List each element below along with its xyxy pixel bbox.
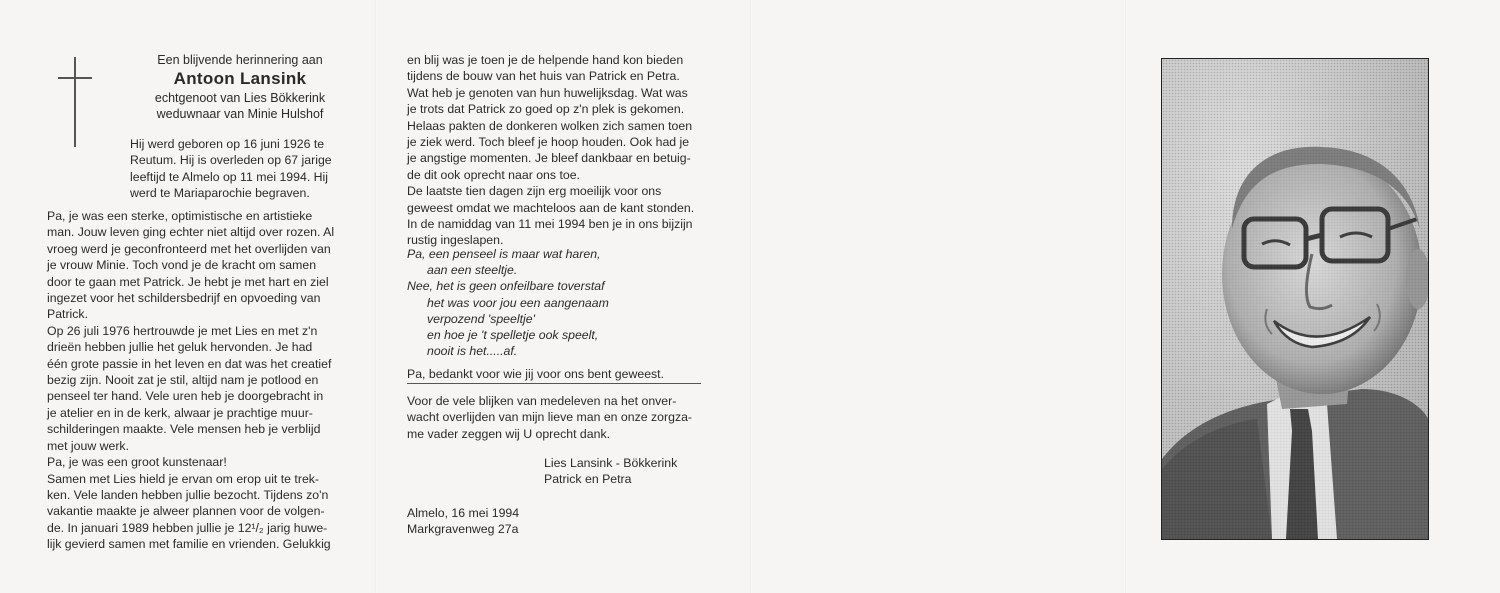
signature-line: Lies Lansink - Bökkerink <box>544 456 678 470</box>
text-line: Wat heb je genoten van hun huwelijksdag. Wat was <box>407 85 688 100</box>
text-line: door te gaan met Patrick. Je hebt je met hart en ziel <box>47 274 329 289</box>
place-date <box>407 505 519 538</box>
text-line: Voor de vele blijken van medeleven na het onver- <box>407 394 677 408</box>
poem-line: Pa, een penseel is maar wat haren, <box>407 247 601 261</box>
text-line: werd te Mariaparochie begraven. <box>130 186 310 201</box>
tribute-column-2 <box>407 52 701 249</box>
text-line: bezig zijn. Nooit zat je stil, altijd nam je potlood en <box>47 373 319 388</box>
poem-line: aan een steeltje. <box>427 263 518 278</box>
place-line: Almelo, 16 mei 1994 <box>407 506 520 520</box>
divider <box>407 383 701 384</box>
text-line: lijk gevierd samen met familie en vrienden. Gelukkig <box>47 537 331 552</box>
poem-line: nooit is het.....af. <box>427 344 518 359</box>
birth-death-text <box>130 136 370 202</box>
text-line: Samen met Lies hield je ervan om erop uit te trek- <box>47 471 320 486</box>
poem-line: verpozend 'speeltje' <box>427 311 535 326</box>
text-line: penseel ter hand. Vele uren heb je doorgebracht in <box>47 389 324 404</box>
thanks-text <box>407 393 701 442</box>
text-line: je trots dat Patrick zo goed op z'n plek is gekomen. <box>407 102 685 117</box>
text-line: Pa, je was een sterke, optimistische en artistieke <box>47 209 313 223</box>
text-line: vroeg werd je geconfronteerd met het overlijden van <box>47 241 331 256</box>
text-line: Helaas pakten de donkeren wolken zich samen toen <box>407 118 693 133</box>
text-line: Op 26 juli 1976 hertrouwde je met Lies en met z'n <box>47 323 318 338</box>
text-line: ken. Vele landen hebben jullie bezocht. Tijdens zo'n <box>47 487 329 502</box>
text-line: met jouw werk. <box>47 438 130 453</box>
text-line: je vrouw Minie. Toch vond je de kracht om samen <box>47 258 317 273</box>
text-line: één grote passie in het leven en dat was het creatief <box>47 356 332 371</box>
text-line: je atelier en in de kerk, alwaar je prachtige muur- <box>47 405 313 420</box>
text-line: tijdens de bouw van het huis van Patrick en Petra. <box>407 69 680 84</box>
poem-line: het was voor jou een aangenaam <box>427 295 609 310</box>
text-line: leeftijd te Almelo op 11 mei 1994. Hij <box>130 169 328 184</box>
text-line: Hij werd geboren op 16 juni 1926 te <box>130 137 325 151</box>
text-line: schilderingen maakte. Vele mensen heb je verblijd <box>47 422 321 437</box>
portrait-photo <box>1161 58 1429 540</box>
memorial-header <box>110 52 370 122</box>
text-line: me vader zeggen wij U oprecht dank. <box>407 426 611 441</box>
closing-line: Pa, bedankt voor wie jij voor ons bent geweest. <box>407 367 665 381</box>
intro-line: Een blijvende herinnering aan <box>157 53 323 67</box>
spouse-line: echtgenoot van Lies Bökkerink <box>154 91 326 105</box>
text-line: en blij was je toen je de helpende hand kon bieden <box>407 53 684 67</box>
text-line: geweest omdat we machteloos aan de kant stonden. <box>407 200 695 215</box>
text-line: man. Jouw leven ging echter niet altijd over rozen. Al <box>47 225 335 240</box>
text-line: Pa, je was een groot kunstenaar! <box>47 455 227 470</box>
text-line: wacht overlijden van mijn lieve man en onze zorgza- <box>407 410 693 425</box>
signature-line: Patrick en Petra <box>544 472 632 487</box>
text-line: drieën hebben jullie het geluk hervonden. Je had <box>47 340 313 355</box>
text-line: rustig ingeslapen. <box>407 233 504 248</box>
text-line: de. In januari 1989 hebben jullie je 12¹/₂ jarig huwe- <box>47 520 328 535</box>
text-line: Patrick. <box>47 307 88 322</box>
fold-line <box>750 0 752 593</box>
text-line: De laatste tien dagen zijn erg moeilijk voor ons <box>407 184 662 199</box>
text-line: de dit ook oprecht naar ons toe. <box>407 167 580 182</box>
text-line: Reutum. Hij is overleden op 67 jarige <box>130 153 332 168</box>
text-line: In de namiddag van 11 mei 1994 ben je in ons bijzijn <box>407 217 693 232</box>
signature <box>544 455 677 488</box>
poem-line: en hoe je 't spelletje ook speelt, <box>427 328 599 343</box>
poem-line: Nee, het is geen onfeilbare toverstaf <box>407 279 605 294</box>
address-line: Markgravenweg 27a <box>407 522 519 537</box>
text-line: je angstige momenten. Je bleef dankbaar en betuig- <box>407 151 691 166</box>
tribute-column-1 <box>47 208 371 553</box>
text-line: je ziek werd. Toch bleef je hoop houden. Ook had je <box>407 135 690 150</box>
fold-line <box>375 0 377 593</box>
poem <box>407 246 707 359</box>
widower-line: weduwnaar van Minie Hulshof <box>156 107 324 121</box>
text-line: ingezet voor het schildersbedrijf en opvoeding van <box>47 291 321 306</box>
text-line: vakantie maakte je alweer plannen voor de volgen- <box>47 504 325 519</box>
deceased-name: Antoon Lansink <box>173 69 307 88</box>
fold-line <box>1125 0 1127 593</box>
